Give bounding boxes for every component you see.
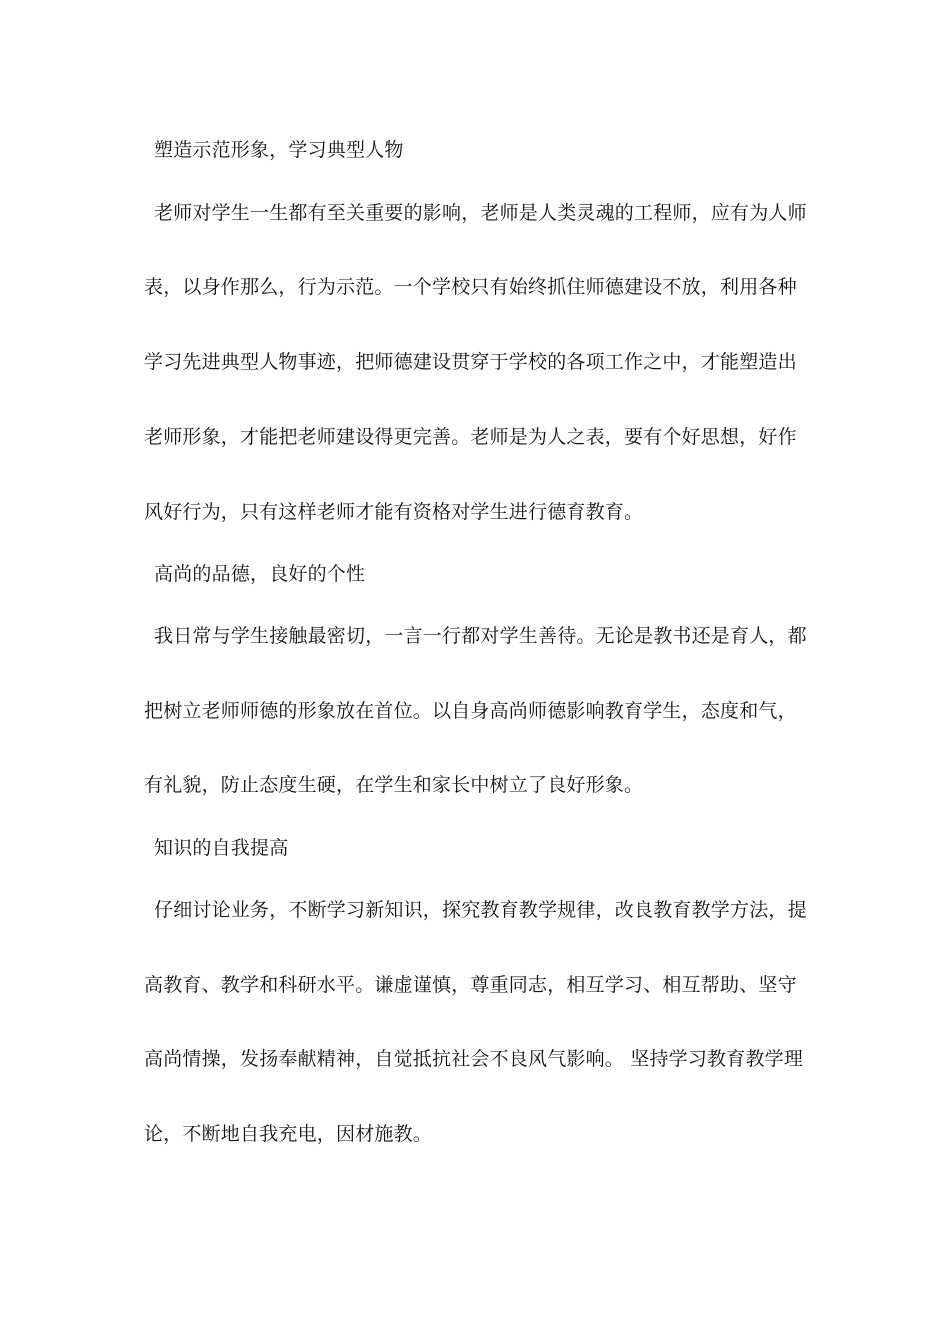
section-heading: 高尚的品德，良好的个性 (154, 563, 366, 585)
paragraph-line: 高尚情操，发扬奉献精神，自觉抵抗社会不良风气影响。 坚持学习教育教学理 (144, 1048, 804, 1070)
section-heading: 知识的自我提高 (154, 837, 289, 859)
paragraph-line: 论，不断地自我充电，因材施教。 (144, 1123, 433, 1145)
paragraph-line: 高教育、教学和科研水平。谦虚谨慎，尊重同志，相互学习、相互帮助、坚守 (144, 974, 797, 996)
paragraph-line: 仔细讨论业务，不断学习新知识，探究教育教学规律，改良教育教学方法，提 (154, 899, 807, 921)
paragraph-line: 有礼貌，防止态度生硬，在学生和家长中树立了良好形象。 (144, 774, 644, 796)
paragraph-line: 把树立老师师德的形象放在首位。以自身高尚师德影响教育学生，态度和气， (144, 700, 797, 722)
paragraph-line: 表，以身作那么，行为示范。一个学校只有始终抓住师德建设不放，利用各种 (144, 276, 797, 298)
paragraph-line: 我日常与学生接触最密切，一言一行都对学生善待。无论是教书还是育人，都 (154, 625, 807, 647)
paragraph-line: 学习先进典型人物事迹，把师德建设贯穿于学校的各项工作之中，才能塑造出 (144, 351, 797, 373)
paragraph-line: 老师形象，才能把老师建设得更完善。老师是为人之表，要有个好思想，好作 (144, 426, 797, 448)
paragraph-line: 风好行为，只有这样老师才能有资格对学生进行德育教育。 (144, 501, 644, 523)
paragraph-line: 老师对学生一生都有至关重要的影响，老师是人类灵魂的工程师，应有为人师 (154, 202, 807, 224)
section-heading: 塑造示范形象，学习典型人物 (154, 139, 404, 161)
